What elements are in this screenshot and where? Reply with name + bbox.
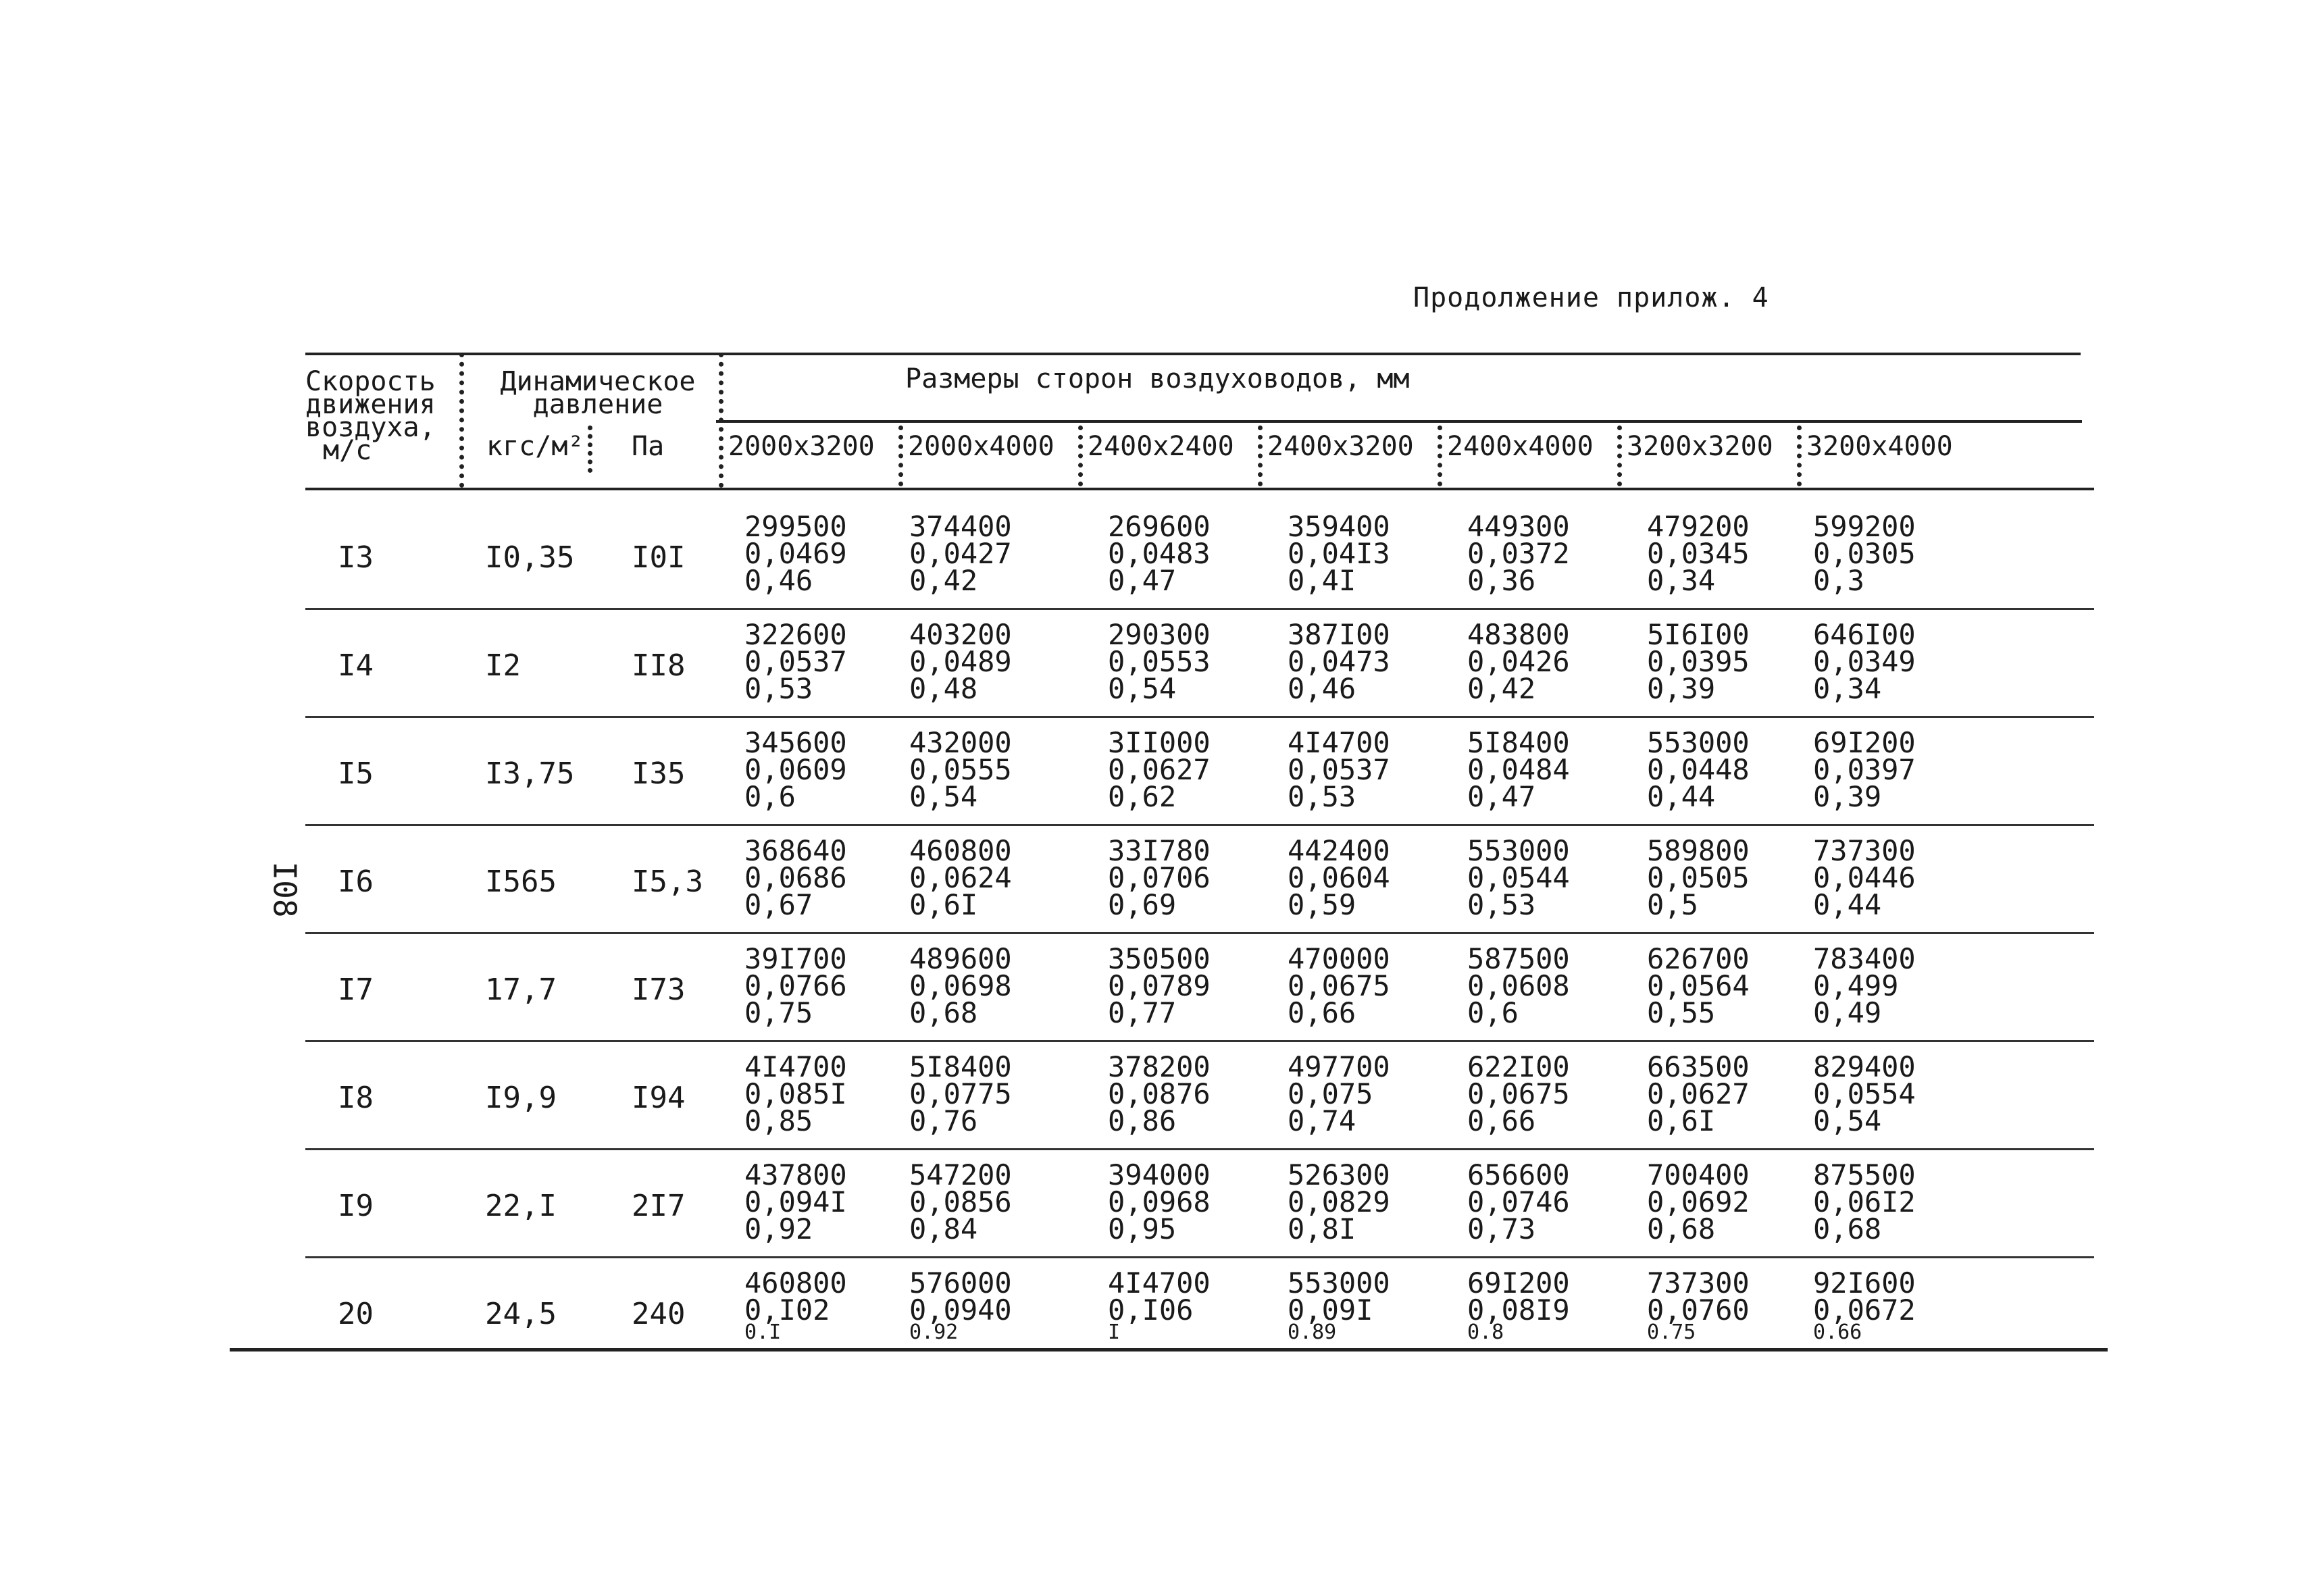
coefficient-line: 0,0766 [744,969,847,1002]
coefficient-line: 0,0305 [1813,537,1916,570]
size-data-cell [1813,618,1916,705]
coefficient-line: 0,0706 [1108,861,1211,894]
header-divider [1617,426,1622,486]
value-line: 3II000 [1108,726,1211,759]
loss-line: 0,68 [909,996,978,1029]
value-line: 875500 [1813,1158,1916,1191]
coefficient-line: 0,0426 [1467,645,1570,678]
value-line: 497700 [1288,1050,1390,1083]
value-line: 547200 [909,1158,1012,1191]
value-line: 460800 [744,1266,847,1299]
coefficient-line: 0,0940 [909,1293,1012,1327]
row-divider [305,608,2094,610]
loss-line: 0,62 [1108,780,1177,813]
header-divider [1438,426,1442,486]
coefficient-line: 0,0484 [1467,753,1570,786]
size-data-cell [1108,834,1211,921]
coefficient-line: 0,0564 [1647,969,1750,1002]
coefficient-line: 0,0829 [1288,1185,1390,1218]
loss-line: 0,85 [744,1104,813,1137]
size-data-cell [1467,1050,1570,1137]
size-data-cell [744,1158,847,1245]
dynamic-pressure-header [486,366,709,420]
row-divider [305,1256,2094,1258]
value-line: 483800 [1467,618,1570,651]
loss-line: 0,68 [1813,1212,1882,1245]
size-data-cell [909,1266,1012,1344]
size-column-header: 2000x4000 [908,431,1054,462]
coefficient-line: 0,09I [1288,1293,1373,1327]
continuation-caption: Продолжение прилож. 4 [1413,282,1769,313]
dynamic-header-line: давление [532,389,663,420]
header-divider [1078,426,1083,486]
loss-line: 0,34 [1647,564,1716,597]
size-data-cell [1647,942,1750,1029]
coefficient-line: 0,0537 [744,645,847,678]
value-line: 345600 [744,726,847,759]
size-data-cell [1108,618,1211,705]
size-data-cell [1288,1050,1390,1137]
size-data-cell [909,510,1012,597]
speed-cell: I4 [338,648,374,683]
size-data-cell [1288,510,1390,597]
loss-line: 0,47 [1467,780,1536,813]
coefficient-line: 0,0553 [1108,645,1211,678]
loss-line: 0,39 [1647,672,1716,705]
speed-header-line: Скорость [305,366,436,397]
unit-pa-header: Па [632,431,665,462]
kgs-cell: I9,9 [485,1081,557,1115]
value-line: 69I200 [1813,726,1916,759]
coefficient-line: 0,0789 [1108,969,1211,1002]
loss-line: 0,86 [1108,1104,1177,1137]
size-data-cell [909,942,1012,1029]
kgs-cell: I2 [485,648,521,683]
coefficient-line: 0,094I [744,1185,847,1218]
value-line: 322600 [744,618,847,651]
loss-line: 0.75 [1647,1320,1696,1344]
size-data-cell [744,834,847,921]
loss-line: 0,39 [1813,780,1882,813]
coefficient-line: 0,0473 [1288,645,1390,678]
speed-cell: I5 [338,756,374,791]
value-line: 737300 [1813,834,1916,867]
coefficient-line: 0,0489 [909,645,1012,678]
header-divider [1258,426,1263,486]
value-line: 626700 [1647,942,1750,975]
size-data-cell [1647,834,1750,921]
size-data-cell [744,942,847,1029]
size-data-cell [1467,1266,1570,1344]
coefficient-line: 0,0675 [1467,1077,1570,1110]
value-line: 350500 [1108,942,1211,975]
value-line: 92I600 [1813,1266,1916,1299]
loss-line: 0,8I [1288,1212,1356,1245]
size-data-cell [1108,510,1211,597]
coefficient-line: 0,0446 [1813,861,1916,894]
size-data-cell [1813,510,1916,597]
coefficient-line: 0,0672 [1813,1293,1916,1327]
value-line: 576000 [909,1266,1012,1299]
value-line: 526300 [1288,1158,1390,1191]
loss-line: 0,67 [744,888,813,921]
size-data-cell [1288,618,1390,705]
value-line: 589800 [1647,834,1750,867]
coefficient-line: 0,0483 [1108,537,1211,570]
size-data-cell [1108,1158,1211,1245]
size-data-cell [744,618,847,705]
value-line: 656600 [1467,1158,1570,1191]
coefficient-line: 0,085I [744,1077,847,1110]
value-line: 437800 [744,1158,847,1191]
coefficient-line: 0,0627 [1647,1077,1750,1110]
size-data-cell [1813,1050,1916,1137]
coefficient-line: 0,0608 [1467,969,1570,1002]
coefficient-line: 0,0427 [909,537,1012,570]
value-line: 394000 [1108,1158,1211,1191]
table-bottom-rule [230,1348,2108,1352]
loss-line: 0,74 [1288,1104,1356,1137]
header-bottom-rule [305,488,2094,490]
loss-line: 0,48 [909,672,978,705]
loss-line: 0,46 [1288,672,1356,705]
size-column-header: 2400x4000 [1447,431,1594,462]
value-line: 4I4700 [1108,1266,1211,1299]
size-data-cell [1813,1266,1916,1344]
loss-line: 0,54 [1108,672,1177,705]
value-line: 783400 [1813,942,1916,975]
speed-header-line: движения [305,389,436,420]
loss-line: 0,84 [909,1212,978,1245]
size-column-header: 2400x3200 [1267,431,1414,462]
header-divider [459,353,464,488]
loss-line: 0,59 [1288,888,1356,921]
loss-line: I [1108,1320,1121,1344]
speed-cell: I9 [338,1189,374,1223]
value-line: 4I4700 [744,1050,847,1083]
size-data-cell [1288,1266,1390,1344]
size-data-cell [1467,834,1570,921]
size-data-cell [1647,510,1750,597]
kgs-cell: I3,75 [485,756,575,791]
loss-line: 0.I [744,1320,782,1344]
size-data-cell [909,1158,1012,1245]
size-data-cell [1813,942,1916,1029]
loss-line: 0,53 [744,672,813,705]
value-line: 299500 [744,510,847,543]
speed-cell: I8 [338,1081,374,1115]
value-line: 290300 [1108,618,1211,651]
value-line: 5I8400 [1467,726,1570,759]
kgs-cell: 24,5 [485,1297,557,1331]
loss-line: 0,53 [1467,888,1536,921]
table-top-rule [305,353,2081,355]
loss-line: 0,3 [1813,564,1864,597]
size-data-cell [1467,942,1570,1029]
value-line: 5I6I00 [1647,618,1750,651]
loss-line: 0.89 [1288,1320,1337,1344]
value-line: 470000 [1288,942,1390,975]
coefficient-line: 0,04I3 [1288,537,1390,570]
loss-line: 0,95 [1108,1212,1177,1245]
coefficient-line: 0,06I2 [1813,1185,1916,1218]
sizes-header-rule [716,420,2082,423]
coefficient-line: 0,I02 [744,1293,830,1327]
loss-line: 0,55 [1647,996,1716,1029]
size-data-cell [744,1266,847,1344]
coefficient-line: 0,0554 [1813,1077,1916,1110]
value-line: 442400 [1288,834,1390,867]
value-line: 387I00 [1288,618,1390,651]
loss-line: 0.66 [1813,1320,1862,1344]
size-data-cell [1288,1158,1390,1245]
speed-cell: I7 [338,973,374,1007]
size-data-cell [1467,726,1570,813]
header-divider [1797,426,1802,486]
loss-line: 0,5 [1647,888,1698,921]
value-line: 553000 [1288,1266,1390,1299]
loss-line: 0,4I [1288,564,1356,597]
size-data-cell [744,510,847,597]
coefficient-line: 0,0760 [1647,1293,1750,1327]
size-data-cell [1813,834,1916,921]
loss-line: 0,42 [909,564,978,597]
coefficient-line: 0,0544 [1467,861,1570,894]
size-data-cell [1108,1266,1211,1344]
value-line: 460800 [909,834,1012,867]
speed-header-line: воздуха, [305,412,436,443]
value-line: 599200 [1813,510,1916,543]
row-divider [305,1040,2094,1042]
speed-header-line: м/с [323,435,372,466]
loss-line: 0,54 [1813,1104,1882,1137]
coefficient-line: 0,0624 [909,861,1012,894]
loss-line: 0,66 [1288,996,1356,1029]
coefficient-line: 0,0349 [1813,645,1916,678]
size-data-cell [1813,726,1916,813]
kgs-cell: 22,I [485,1189,557,1223]
coefficient-line: 0,0968 [1108,1185,1211,1218]
coefficient-line: 0,0609 [744,753,847,786]
unit-kgs-header: кгс/м² [486,431,584,462]
value-line: 587500 [1467,942,1570,975]
size-data-cell [909,726,1012,813]
pa-cell: 240 [632,1297,686,1331]
coefficient-line: 0,0692 [1647,1185,1750,1218]
loss-line: 0.8 [1467,1320,1504,1344]
size-data-cell [909,618,1012,705]
loss-line: 0.92 [909,1320,959,1344]
size-data-cell [1288,942,1390,1029]
loss-line: 0,44 [1813,888,1882,921]
coefficient-line: 0,499 [1813,969,1899,1002]
speed-cell: 20 [338,1297,374,1331]
size-data-cell [1108,1050,1211,1137]
coefficient-line: 0,0345 [1647,537,1750,570]
loss-line: 0,46 [744,564,813,597]
size-column-header: 2000x3200 [728,431,875,462]
size-column-header: 3200x4000 [1806,431,1953,462]
value-line: 4I4700 [1288,726,1390,759]
size-data-cell [1647,1266,1750,1344]
value-line: 432000 [909,726,1012,759]
row-divider [305,716,2094,718]
loss-line: 0,75 [744,996,813,1029]
size-data-cell [1288,834,1390,921]
coefficient-line: 0,0448 [1647,753,1750,786]
kgs-cell: I565 [485,865,557,899]
loss-line: 0,34 [1813,672,1882,705]
size-data-cell [1647,1050,1750,1137]
value-line: 269600 [1108,510,1211,543]
header-divider [898,426,903,486]
coefficient-line: 0,0604 [1288,861,1390,894]
kgs-cell: I0,35 [485,540,575,575]
value-line: 489600 [909,942,1012,975]
loss-line: 0,77 [1108,996,1177,1029]
size-data-cell [1467,510,1570,597]
loss-line: 0,66 [1467,1104,1536,1137]
loss-line: 0,69 [1108,888,1177,921]
loss-line: 0,53 [1288,780,1356,813]
value-line: 69I200 [1467,1266,1570,1299]
value-line: 553000 [1467,834,1570,867]
size-data-cell [744,1050,847,1137]
value-line: 479200 [1647,510,1750,543]
coefficient-line: 0,0397 [1813,753,1916,786]
size-data-cell [1813,1158,1916,1245]
coefficient-line: 0,I06 [1108,1293,1194,1327]
row-divider [305,1148,2094,1150]
loss-line: 0,47 [1108,564,1177,597]
loss-line: 0,6I [1647,1104,1716,1137]
value-line: 737300 [1647,1266,1750,1299]
value-line: 39I700 [744,942,847,975]
value-line: 368640 [744,834,847,867]
row-divider [305,932,2094,934]
loss-line: 0,6 [1467,996,1519,1029]
value-line: 646I00 [1813,618,1916,651]
sizes-header: Размеры сторон воздуховодов, мм [905,363,1410,394]
loss-line: 0,92 [744,1212,813,1245]
coefficient-line: 0,0627 [1108,753,1211,786]
loss-line: 0,6I [909,888,978,921]
coefficient-line: 0,0395 [1647,645,1750,678]
loss-line: 0,73 [1467,1212,1536,1245]
value-line: 5I8400 [909,1050,1012,1083]
coefficient-line: 0,0746 [1467,1185,1570,1218]
pa-cell: I0I [632,540,686,575]
size-data-cell [909,1050,1012,1137]
pa-cell: I35 [632,756,686,791]
value-line: 622I00 [1467,1050,1570,1083]
coefficient-line: 0,0698 [909,969,1012,1002]
size-column-header: 2400x2400 [1088,431,1234,462]
loss-line: 0,44 [1647,780,1716,813]
size-data-cell [1108,726,1211,813]
loss-line: 0,68 [1647,1212,1716,1245]
value-line: 449300 [1467,510,1570,543]
size-data-cell [1647,618,1750,705]
coefficient-line: 0,0856 [909,1185,1012,1218]
coefficient-line: 0,0686 [744,861,847,894]
value-line: 359400 [1288,510,1390,543]
value-line: 553000 [1647,726,1750,759]
value-line: 378200 [1108,1050,1211,1083]
loss-line: 0,49 [1813,996,1882,1029]
header-divider [719,353,723,488]
dynamic-header-line: Динамическое [500,366,696,397]
pa-cell: 2I7 [632,1189,686,1223]
coefficient-line: 0,0537 [1288,753,1390,786]
size-column-header: 3200x3200 [1627,431,1773,462]
header-divider [588,426,592,473]
size-data-cell [1647,1158,1750,1245]
loss-line: 0,54 [909,780,978,813]
page-number: I08 [266,861,303,918]
coefficient-line: 0,0372 [1467,537,1570,570]
coefficient-line: 0,075 [1288,1077,1373,1110]
row-divider [305,824,2094,826]
pa-cell: I5,3 [632,865,703,899]
speed-cell: I6 [338,865,374,899]
size-data-cell [744,726,847,813]
value-line: 829400 [1813,1050,1916,1083]
pa-cell: II8 [632,648,686,683]
loss-line: 0,36 [1467,564,1536,597]
coefficient-line: 0,0505 [1647,861,1750,894]
value-line: 403200 [909,618,1012,651]
value-line: 663500 [1647,1050,1750,1083]
size-data-cell [1108,942,1211,1029]
coefficient-line: 0,08I9 [1467,1293,1570,1327]
speed-header [305,366,436,466]
coefficient-line: 0,0675 [1288,969,1390,1002]
size-data-cell [1467,1158,1570,1245]
value-line: 374400 [909,510,1012,543]
coefficient-line: 0,0775 [909,1077,1012,1110]
loss-line: 0,6 [744,780,796,813]
value-line: 33I780 [1108,834,1211,867]
size-data-cell [1467,618,1570,705]
coefficient-line: 0,0469 [744,537,847,570]
pa-cell: I94 [632,1081,686,1115]
loss-line: 0,42 [1467,672,1536,705]
size-data-cell [1288,726,1390,813]
pa-cell: I73 [632,973,686,1007]
speed-cell: I3 [338,540,374,575]
loss-line: 0,76 [909,1104,978,1137]
coefficient-line: 0,0555 [909,753,1012,786]
value-line: 700400 [1647,1158,1750,1191]
size-data-cell [909,834,1012,921]
coefficient-line: 0,0876 [1108,1077,1211,1110]
size-data-cell [1647,726,1750,813]
kgs-cell: 17,7 [485,973,557,1007]
